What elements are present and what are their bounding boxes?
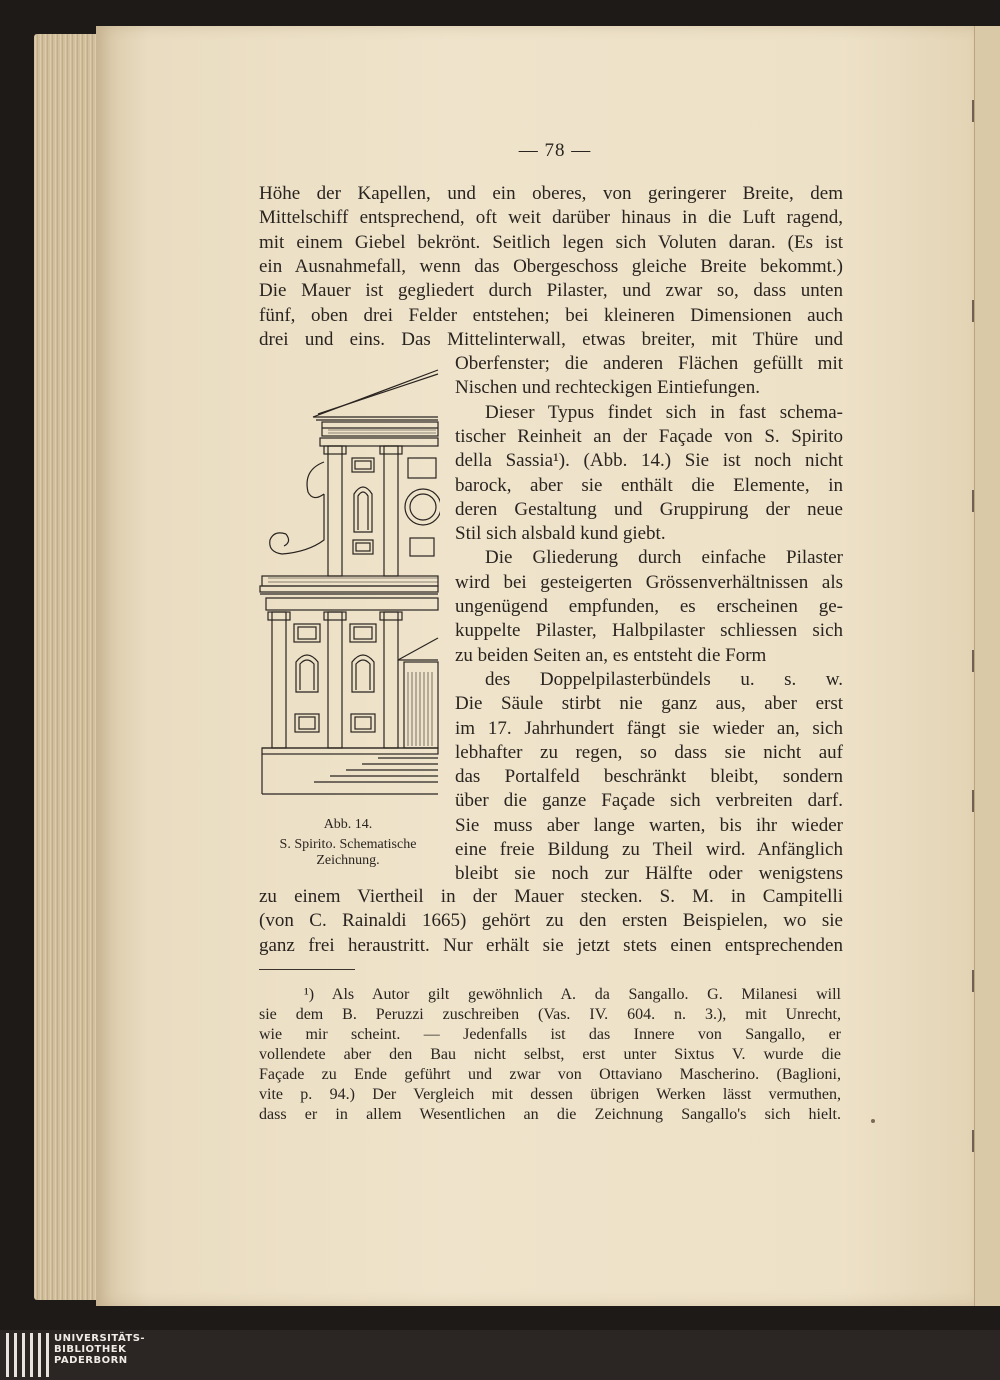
text-line: über die ganze Façade sich verbreiten darf. bbox=[455, 790, 843, 812]
figure-label: Abb. 14. bbox=[323, 817, 373, 832]
text-line: Dieser Typus findet sich in fast schema- bbox=[485, 401, 843, 423]
text-line: mit einem Giebel bekrönt. Seitlich legen sich Voluten daran. (Es ist bbox=[259, 231, 843, 253]
text-line: eine freie Bildung zu Theil wird. Anfänglich bbox=[455, 839, 843, 860]
ink-spot bbox=[871, 1119, 875, 1123]
text-line: Höhe der Kapellen, und ein oberes, von geringerer Breite, dem bbox=[259, 183, 843, 204]
text-line: das Portalfeld beschränkt bleibt, sondern bbox=[455, 766, 843, 788]
book-page-edges bbox=[34, 34, 104, 1300]
text-line: bleibt sie noch zur Hälfte oder wenigstens bbox=[455, 863, 843, 885]
figure-caption-line1: S. Spirito. Schematische bbox=[279, 837, 417, 852]
footnote-line: Façade zu Ende geführt und zwar von Ottaviano Mascherino. (Baglioni, bbox=[259, 1066, 841, 1083]
text-line: (von C. Rainaldi 1665) gehört zu den ersten Beispielen, wo sie bbox=[259, 910, 843, 932]
text-line: Mittelschiff entsprechend, oft weit darüber hinaus in die Luft ragend, bbox=[259, 207, 843, 229]
text-line: fünf, oben drei Felder entstehen; bei kleineren Dimensionen auch bbox=[259, 304, 843, 326]
footnote-line: vite p. 94.) Der Vergleich mit dessen übrigen Werken lässt vermuthen, bbox=[259, 1086, 841, 1103]
footnote-line: sie dem B. Peruzzi zuschreiben (Vas. IV. 604. n. 3.), mit Unrecht, bbox=[259, 1006, 841, 1023]
facade-drawing bbox=[258, 362, 440, 802]
text-line: Die Säule stirbt nie ganz aus, aber erst bbox=[455, 693, 843, 715]
footnote-line: dass er in allem Wesentlichen an die Zeichnung Sangallo's sich hielt. bbox=[259, 1106, 841, 1123]
library-name-line2: BIBLIOTHEK bbox=[54, 1344, 127, 1355]
text-line: drei und eins. Das Mittelinterwall, etwas breiter, mit Thüre und bbox=[259, 328, 843, 350]
text-line: Die Gliederung durch einfache Pilaster bbox=[485, 547, 843, 569]
text-line: Die Mauer ist gegliedert durch Pilaster, und zwar so, dass unten bbox=[259, 280, 843, 302]
text-line: tischer Reinheit an der Façade von S. Spirito bbox=[455, 425, 843, 447]
library-name-line3: PADERBORN bbox=[54, 1355, 128, 1366]
text-line: wird bei gesteigerten Grössenverhältnissen als bbox=[455, 571, 843, 593]
text-line: lebhafter zu regen, so dass sie nicht auf bbox=[455, 741, 843, 763]
text-line: ungenügend empfunden, es erscheinen ge- bbox=[455, 596, 843, 617]
text-line: Sie muss aber lange warten, bis ihr wieder bbox=[455, 814, 843, 836]
library-footer bbox=[0, 1330, 1000, 1380]
text-line: zu beiden Seiten an, es entsteht die Form bbox=[455, 644, 767, 666]
footnote-rule bbox=[259, 969, 355, 970]
text-line: des Doppelpilasterbündels u. s. w. bbox=[485, 668, 843, 690]
library-name-line1: UNIVERSITÄTS- bbox=[54, 1333, 146, 1344]
text-line: della Sassia¹). (Abb. 14.) Sie ist noch nicht bbox=[455, 450, 843, 472]
text-line: barock, aber sie enthält die Elemente, in bbox=[455, 474, 843, 496]
text-line: Stil sich alsbald kund giebt. bbox=[455, 523, 666, 545]
text-line: kuppelte Pilaster, Halbpilaster schliessen sich bbox=[455, 620, 843, 642]
text-line: ganz frei heraustritt. Nur erhält sie jetzt stets einen entsprechenden bbox=[259, 934, 843, 956]
page-number: — 78 — bbox=[518, 140, 592, 161]
footnote-line: wie mir scheint. — Jedenfalls ist das Innere von Sangallo, er bbox=[259, 1026, 841, 1043]
text-line: Oberfenster; die anderen Flächen gefüllt mit bbox=[455, 353, 843, 374]
text-line: ein Ausnahmefall, wenn das Obergeschoss gleiche Breite bekommt.) bbox=[259, 255, 843, 277]
text-line: Nischen und rechteckigen Eintiefungen. bbox=[455, 377, 760, 399]
library-logo-icon bbox=[6, 1333, 50, 1377]
text-line: deren Gestaltung und Gruppirung der neue bbox=[455, 498, 843, 520]
figure-caption-line2: Zeichnung. bbox=[316, 853, 380, 868]
binding-marks bbox=[968, 90, 978, 1250]
text-line: im 17. Jahrhundert fängt sie wieder an, sich bbox=[455, 717, 843, 739]
footnote-line: ¹) Als Autor gilt gewöhnlich A. da Sangallo. G. Milanesi will bbox=[304, 986, 841, 1003]
text-line: zu einem Viertheil in der Mauer stecken. S. M. in Campitelli bbox=[259, 886, 843, 907]
footnote-line: vollendete aber den Bau nicht selbst, erst unter Sixtus V. wurde die bbox=[259, 1046, 841, 1063]
